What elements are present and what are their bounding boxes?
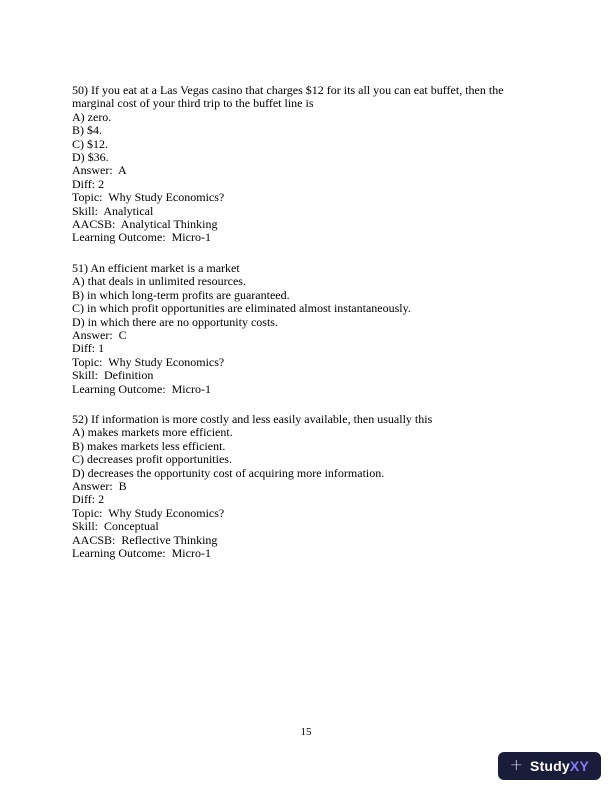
learning-outcome-line: Learning Outcome: Micro-1 <box>72 230 211 245</box>
choice-d: D) decreases the opportunity cost of acquiring more information. <box>72 465 385 480</box>
studyxy-logo <box>498 752 601 780</box>
skill-line: Skill: Conceptual <box>72 519 159 534</box>
diff-line: Diff: 1 <box>72 341 105 356</box>
answer-line: Answer: C <box>72 327 127 342</box>
choice-b: B) in which long-term profits are guaranteed. <box>72 287 290 302</box>
logo-text-study: Study <box>530 758 570 774</box>
diff-line: Diff: 2 <box>72 176 105 191</box>
question-stem: 51) An efficient market is a market <box>72 260 240 275</box>
aacsb-line: AACSB: Reflective Thinking <box>72 532 218 547</box>
answer-line: Answer: A <box>72 163 127 178</box>
question-stem: 52) If information is more costly and less easily available, then usually this <box>72 411 433 426</box>
question-block-51 <box>72 262 540 396</box>
choice-b: B) $4. <box>72 123 102 138</box>
diff-line: Diff: 2 <box>72 492 105 507</box>
plus-icon: + <box>509 755 524 774</box>
skill-line: Skill: Analytical <box>72 203 154 218</box>
choice-a: A) zero. <box>72 109 112 124</box>
choice-b: B) makes markets less efficient. <box>72 438 226 453</box>
page-content <box>72 84 540 577</box>
choice-d: D) in which there are no opportunity costs. <box>72 314 278 329</box>
learning-outcome-line: Learning Outcome: Micro-1 <box>72 546 211 560</box>
logo-text-xy: XY <box>569 758 589 774</box>
topic-line: Topic: Why Study Economics? <box>72 190 225 205</box>
page-number: 15 <box>300 726 312 738</box>
choice-a: A) makes markets more efficient. <box>72 425 233 440</box>
topic-line: Topic: Why Study Economics? <box>72 505 225 520</box>
question-stem: 50) If you eat at a Las Vegas casino that charges $12 for its all you can eat buffet, then the marginal cost of your third trip to the buffet line is <box>72 83 507 111</box>
question-block-52 <box>72 413 540 560</box>
aacsb-line: AACSB: Analytical Thinking <box>72 217 218 232</box>
skill-line: Skill: Definition <box>72 368 154 383</box>
choice-c: C) in which profit opportunities are eliminated almost instantaneously. <box>72 301 411 316</box>
choice-d: D) $36. <box>72 150 109 165</box>
topic-line: Topic: Why Study Economics? <box>72 354 225 369</box>
question-block-50 <box>72 84 540 245</box>
choice-c: C) decreases profit opportunities. <box>72 452 232 467</box>
learning-outcome-line: Learning Outcome: Micro-1 <box>72 381 211 396</box>
choice-c: C) $12. <box>72 136 108 151</box>
logo-text <box>530 758 589 774</box>
answer-line: Answer: B <box>72 478 127 493</box>
choice-a: A) that deals in unlimited resources. <box>72 274 246 289</box>
